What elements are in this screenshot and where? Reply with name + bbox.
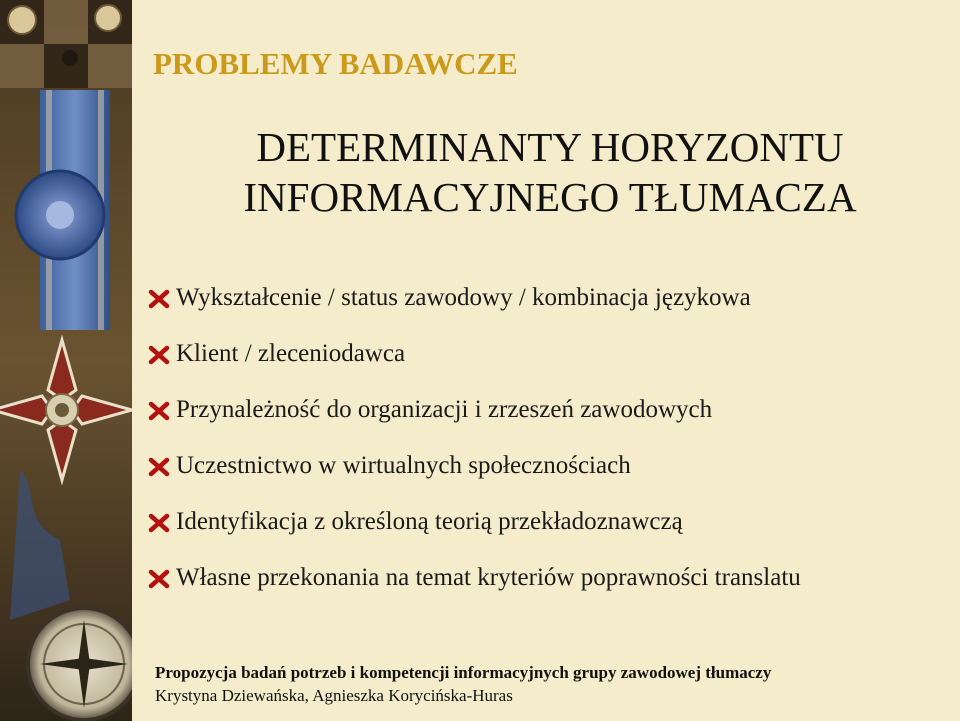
subtitle-line-2: INFORMACYJNEGO TŁUMACZA	[243, 174, 857, 220]
bullet-text: Klient / zleceniodawca	[176, 340, 406, 367]
x-mark-icon	[148, 457, 170, 477]
bullet-text: Własne przekonania na temat kryteriów poprawności translatu	[176, 564, 801, 591]
bullet-text: Uczestnictwo w wirtualnych społecznościach	[176, 452, 631, 479]
subtitle-line-1: DETERMINANTY HORYZONTU	[256, 124, 844, 170]
slide-footer	[155, 662, 771, 708]
bullet-text: Identyfikacja z określoną teorią przekładoznawczą	[176, 508, 683, 535]
slide-subtitle	[160, 122, 940, 222]
x-mark-icon	[148, 289, 170, 309]
x-mark-icon	[148, 401, 170, 421]
x-mark-icon	[148, 513, 170, 533]
bullet-item	[148, 448, 801, 504]
bullet-list	[148, 280, 801, 616]
bullet-item	[148, 280, 801, 336]
bullet-item	[148, 336, 801, 392]
bullet-item	[148, 392, 801, 448]
footer-authors: Krystyna Dziewańska, Agnieszka Korycińska-Huras	[155, 686, 513, 705]
slide-title: PROBLEMY BADAWCZE	[153, 46, 518, 81]
x-mark-icon	[148, 569, 170, 589]
footer-project-title: Propozycja badań potrzeb i kompetencji informacyjnych grupy zawodowej tłumaczy	[155, 663, 772, 682]
bullet-text: Przynależność do organizacji i zrzeszeń zawodowych	[176, 396, 713, 423]
medal-collage-image	[0, 0, 132, 721]
bullet-item	[148, 560, 801, 616]
bullet-item	[148, 504, 801, 560]
x-mark-icon	[148, 345, 170, 365]
bullet-text: Wykształcenie / status zawodowy / kombinacja językowa	[176, 284, 751, 311]
